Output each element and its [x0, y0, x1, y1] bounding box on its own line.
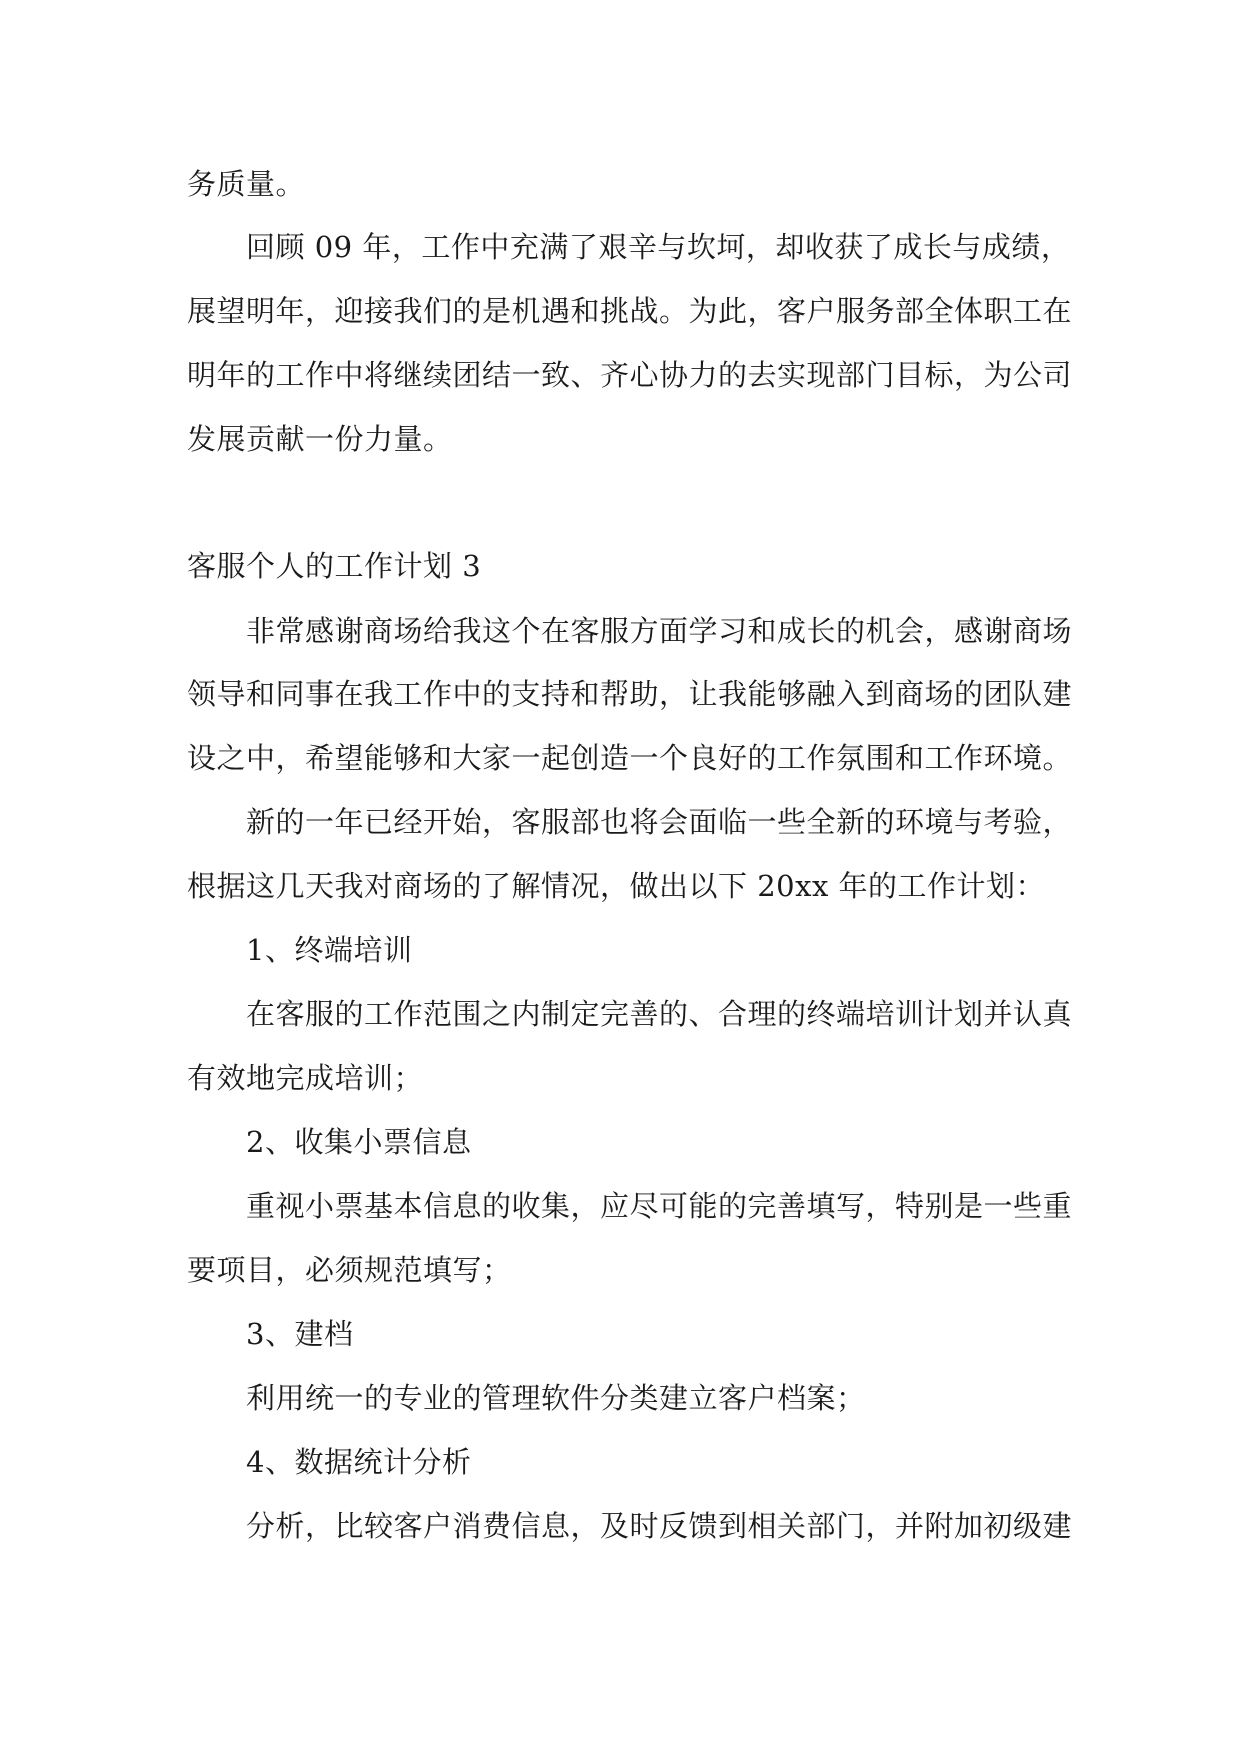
list-item-heading: 3、建档 — [246, 1317, 354, 1351]
paragraph-line: 根据这几天我对商场的了解情况，做出以下 20xx 年的工作计划： — [187, 869, 1046, 903]
paragraph-line: 非常感谢商场给我这个在客服方面学习和成长的机会，感谢商场 — [246, 614, 1073, 648]
list-item-heading: 4、数据统计分析 — [246, 1445, 472, 1479]
paragraph-line: 重视小票基本信息的收集，应尽可能的完善填写，特别是一些重 — [246, 1189, 1073, 1223]
paragraph-line: 回顾 09 年，工作中充满了艰辛与坎坷，却收获了成长与成绩， — [246, 230, 1071, 264]
paragraph-line: 明年的工作中将继续团结一致、齐心协力的去实现部门目标，为公司 — [187, 358, 1073, 392]
paragraph-line: 新的一年已经开始，客服部也将会面临一些全新的环境与考验， — [246, 805, 1073, 839]
paragraph-line: 分析，比较客户消费信息，及时反馈到相关部门，并附加初级建 — [246, 1509, 1073, 1543]
paragraph-line: 展望明年，迎接我们的是机遇和挑战。为此，客户服务部全体职工在 — [187, 294, 1073, 328]
section-heading: 客服个人的工作计划 3 — [187, 549, 482, 583]
paragraph-line: 要项目，必须规范填写； — [187, 1253, 512, 1287]
paragraph-line: 利用统一的专业的管理软件分类建立客户档案； — [246, 1381, 866, 1415]
paragraph-line: 有效地完成培训； — [187, 1061, 424, 1095]
paragraph-line: 务质量。 — [187, 167, 306, 201]
list-item-heading: 2、收集小票信息 — [246, 1125, 472, 1159]
paragraph-line: 发展贡献一份力量。 — [187, 422, 453, 456]
list-item-heading: 1、终端培训 — [246, 933, 413, 967]
paragraph-line: 设之中，希望能够和大家一起创造一个良好的工作氛围和工作环境。 — [187, 741, 1073, 775]
paragraph-line: 在客服的工作范围之内制定完善的、合理的终端培训计划并认真 — [246, 997, 1073, 1031]
paragraph-line: 领导和同事在我工作中的支持和帮助，让我能够融入到商场的团队建 — [187, 677, 1073, 711]
